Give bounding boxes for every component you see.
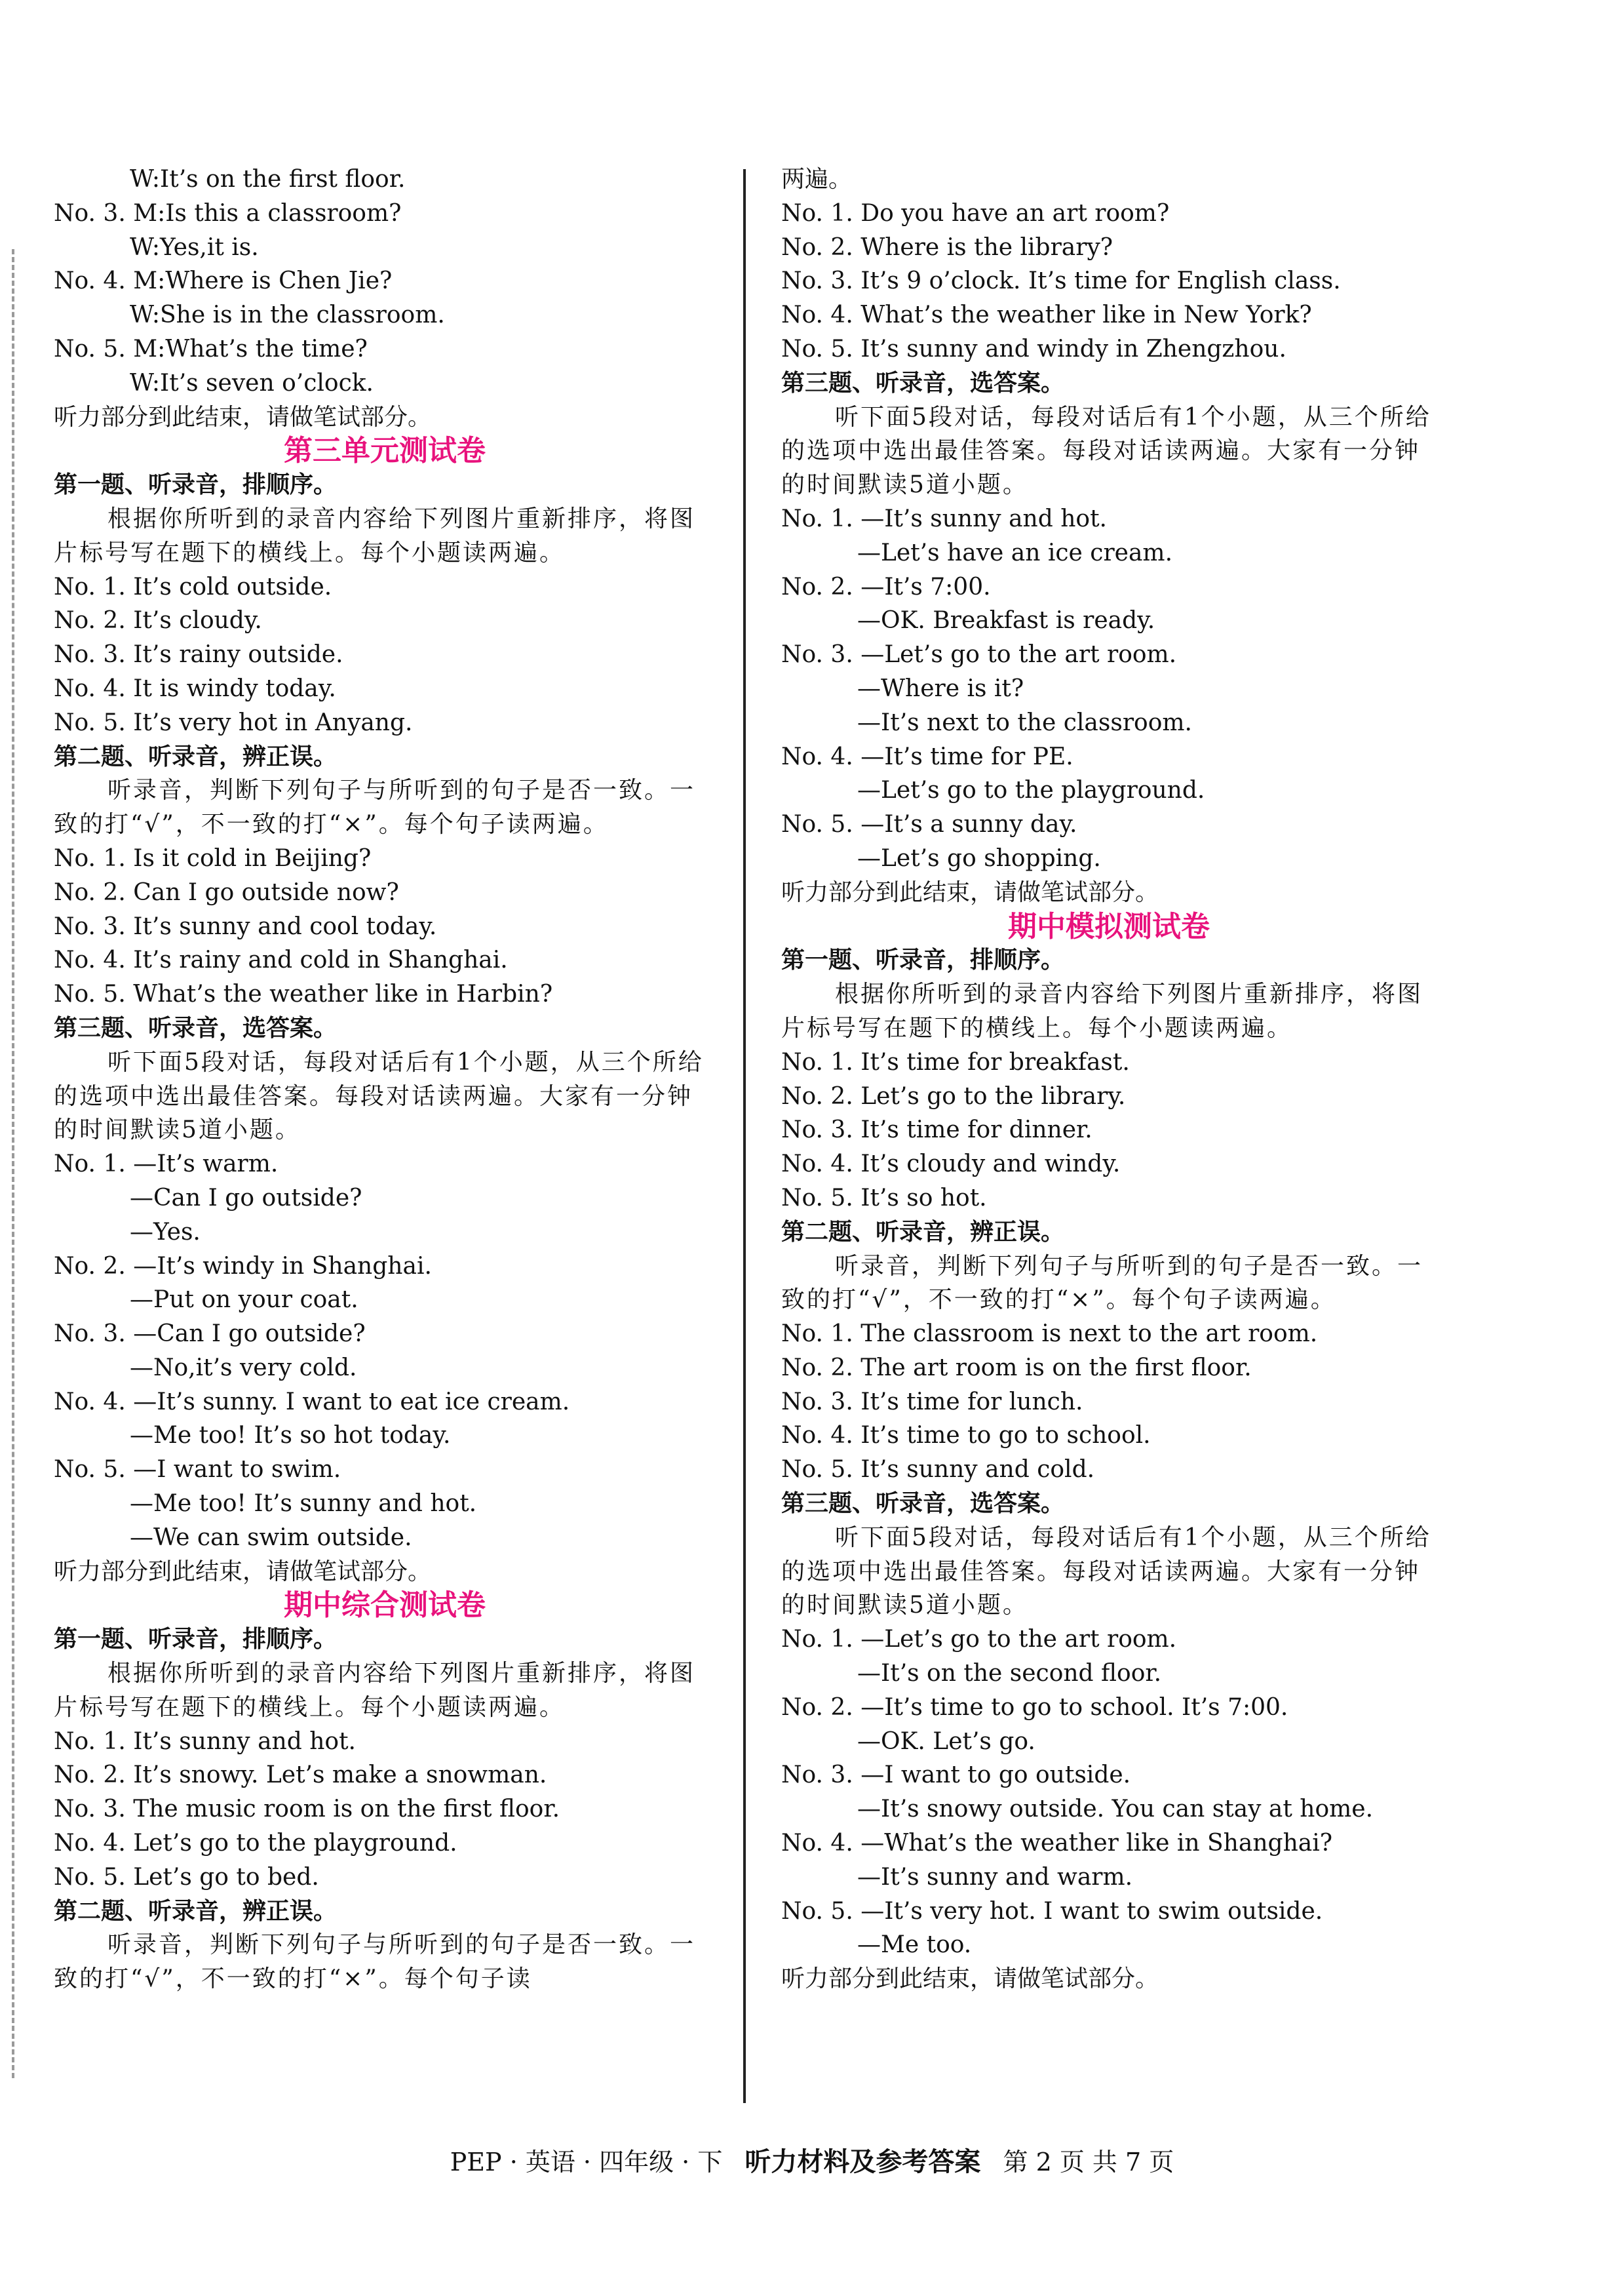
transcript-line: No. 4. Let’s go to the playground.: [54, 1830, 457, 1857]
dialogue-line: —Me too! It’s so hot today.: [130, 1422, 451, 1449]
transcript-line: 听力部分到此结束，请做笔试部分。: [54, 1558, 432, 1585]
transcript-line: No. 5. What’s the weather like in Harbin?: [54, 981, 553, 1008]
test-paper-title: 期中综合测试卷: [284, 1588, 486, 1623]
section-heading: 第二题、听录音，辨正误。: [781, 1218, 1065, 1246]
transcript-line: No. 3. The music room is on the first floor.: [54, 1796, 560, 1823]
instruction-paragraph: 听录音，判断下列句子与所听到的句子是否一致。一致的打“√”，不一致的打“×”。每个句子读两遍。: [781, 1252, 1423, 1314]
transcript-line: No. 4. M:Where is Chen Jie?: [54, 267, 393, 295]
transcript-line: No. 1. —It’s sunny and hot.: [781, 505, 1107, 532]
dialogue-line: —Where is it?: [857, 675, 1024, 702]
transcript-line: No. 1. Do you have an art room?: [781, 199, 1170, 227]
transcript-line: No. 4. —What’s the weather like in Shanghai?: [781, 1830, 1333, 1857]
section-heading: 第一题、听录音，排顺序。: [54, 471, 338, 499]
transcript-line: 听力部分到此结束，请做笔试部分。: [54, 403, 432, 431]
footer-page-number: 第 2 页 共 7 页: [1003, 2148, 1174, 2176]
instruction-paragraph: 根据你所听到的录音内容给下列图片重新排序，将图片标号写在题下的横线上。每个小题读两遍。: [54, 505, 696, 566]
dialogue-line: —Put on your coat.: [130, 1286, 358, 1314]
transcript-line: No. 1. It’s cold outside.: [54, 573, 332, 601]
transcript-line: No. 4. —It’s time for PE.: [781, 743, 1073, 770]
footer-book-info: PEP · 英语 · 四年级 · 下: [450, 2148, 723, 2176]
footer-section-title: 听力材料及参考答案: [744, 2147, 981, 2177]
transcript-line: No. 2. —It’s time to go to school. It’s 7:00.: [781, 1693, 1288, 1721]
instruction-paragraph: 根据你所听到的录音内容给下列图片重新排序，将图片标号写在题下的横线上。每个小题读两遍。: [54, 1660, 696, 1721]
dialogue-line: —It’s sunny and warm.: [857, 1863, 1133, 1891]
transcript-line: No. 5. It’s very hot in Anyang.: [54, 709, 413, 736]
transcript-line: No. 5. It’s sunny and windy in Zhengzhou.: [781, 335, 1286, 363]
transcript-line: No. 2. The art room is on the first floor.: [781, 1354, 1252, 1381]
transcript-line: No. 5. Let’s go to bed.: [54, 1863, 319, 1891]
transcript-line: No. 3. It’s rainy outside.: [54, 641, 343, 669]
transcript-line: 听力部分到此结束，请做笔试部分。: [781, 878, 1159, 906]
right-column: [781, 163, 1437, 1996]
transcript-line: 听力部分到此结束，请做笔试部分。: [781, 1965, 1159, 1993]
dialogue-line: —Let’s go to the playground.: [857, 777, 1205, 804]
transcript-line: No. 3. M:Is this a classroom?: [54, 199, 402, 227]
transcript-line: No. 1. It’s sunny and hot.: [54, 1727, 356, 1755]
column-divider: [743, 169, 746, 2103]
transcript-line: No. 5. —I want to swim.: [54, 1456, 341, 1484]
dialogue-line: W:It’s seven o’clock.: [130, 369, 374, 397]
dialogue-line: —It’s on the second floor.: [857, 1660, 1162, 1687]
transcript-line: No. 4. It’s rainy and cold in Shanghai.: [54, 947, 508, 974]
dialogue-line: W:It’s on the first floor.: [130, 166, 406, 193]
dialogue-line: —We can swim outside.: [130, 1524, 412, 1551]
section-heading: 第三题、听录音，选答案。: [54, 1014, 338, 1042]
transcript-line: No. 5. It’s sunny and cold.: [781, 1456, 1095, 1484]
transcript-line: No. 5. It’s so hot.: [781, 1184, 987, 1211]
transcript-line: No. 4. It’s cloudy and windy.: [781, 1151, 1121, 1178]
transcript-line: No. 5. —It’s a sunny day.: [781, 811, 1077, 838]
transcript-line: No. 2. It’s cloudy.: [54, 607, 262, 635]
page-footer: [0, 2142, 1624, 2182]
transcript-line: No. 3. It’s sunny and cool today.: [54, 913, 437, 940]
transcript-line: No. 3. —Let’s go to the art room.: [781, 641, 1177, 669]
test-paper-title: 期中模拟测试卷: [1008, 909, 1210, 943]
transcript-line: No. 1. Is it cold in Beijing?: [54, 844, 372, 872]
transcript-line: No. 1. The classroom is next to the art room.: [781, 1320, 1318, 1348]
dialogue-line: —Yes.: [130, 1218, 201, 1246]
transcript-line: 两遍。: [781, 166, 853, 193]
instruction-paragraph: 听录音，判断下列句子与所听到的句子是否一致。一致的打“√”，不一致的打“×”。每个句子读: [54, 1931, 696, 1993]
instruction-paragraph: 听下面5段对话，每段对话后有1个小题，从三个所给的选项中选出最佳答案。每段对话读两遍。大家有一分钟的时间默读5道小题。: [54, 1048, 704, 1144]
cut-line: [12, 249, 14, 2078]
dialogue-line: —It’s snowy outside. You can stay at home.: [857, 1796, 1374, 1823]
transcript-line: No. 4. It is windy today.: [54, 675, 336, 702]
dialogue-line: —Me too.: [857, 1931, 972, 1959]
transcript-line: No. 2. It’s snowy. Let’s make a snowman.: [54, 1762, 547, 1789]
dialogue-line: —No,it’s very cold.: [130, 1354, 357, 1381]
transcript-line: No. 2. —It’s 7:00.: [781, 573, 991, 601]
transcript-line: No. 2. —It’s windy in Shanghai.: [54, 1252, 432, 1280]
section-heading: 第一题、听录音，排顺序。: [781, 947, 1065, 974]
dialogue-line: W:She is in the classroom.: [130, 302, 445, 329]
dialogue-line: —Me too! It’s sunny and hot.: [130, 1490, 477, 1518]
transcript-line: No. 4. It’s time to go to school.: [781, 1422, 1151, 1449]
transcript-line: No. 5. —It’s very hot. I want to swim outside.: [781, 1897, 1323, 1925]
section-heading: 第二题、听录音，辨正误。: [54, 743, 338, 770]
dialogue-line: —Let’s go shopping.: [857, 844, 1101, 872]
section-heading: 第一题、听录音，排顺序。: [54, 1626, 338, 1653]
instruction-paragraph: 根据你所听到的录音内容给下列图片重新排序，将图片标号写在题下的横线上。每个小题读两遍。: [781, 981, 1423, 1042]
section-heading: 第三题、听录音，选答案。: [781, 369, 1065, 397]
transcript-line: No. 4. What’s the weather like in New York?: [781, 302, 1312, 329]
left-column: [54, 163, 716, 1996]
transcript-line: No. 1. —It’s warm.: [54, 1151, 279, 1178]
dialogue-line: —OK. Let’s go.: [857, 1727, 1035, 1755]
test-paper-title: 第三单元测试卷: [284, 434, 486, 468]
transcript-line: No. 3. It’s time for dinner.: [781, 1116, 1092, 1144]
transcript-line: No. 3. It’s 9 o’clock. It’s time for English class.: [781, 267, 1341, 295]
transcript-line: No. 2. Where is the library?: [781, 233, 1113, 261]
dialogue-line: —It’s next to the classroom.: [857, 709, 1192, 736]
dialogue-line: —OK. Breakfast is ready.: [857, 607, 1155, 635]
transcript-line: No. 3. It’s time for lunch.: [781, 1388, 1083, 1415]
dialogue-line: W:Yes,it is.: [130, 233, 259, 261]
transcript-line: No. 1. It’s time for breakfast.: [781, 1048, 1130, 1076]
transcript-line: No. 3. —I want to go outside.: [781, 1762, 1131, 1789]
dialogue-line: —Can I go outside?: [130, 1184, 362, 1211]
transcript-line: No. 5. M:What’s the time?: [54, 335, 368, 363]
transcript-line: No. 1. —Let’s go to the art room.: [781, 1626, 1177, 1653]
transcript-line: No. 4. —It’s sunny. I want to eat ice cream.: [54, 1388, 570, 1415]
transcript-line: No. 2. Let’s go to the library.: [781, 1082, 1126, 1110]
instruction-paragraph: 听下面5段对话，每段对话后有1个小题，从三个所给的选项中选出最佳答案。每段对话读两遍。大家有一分钟的时间默读5道小题。: [781, 403, 1431, 499]
transcript-line: No. 3. —Can I go outside?: [54, 1320, 366, 1348]
transcript-line: No. 2. Can I go outside now?: [54, 878, 399, 906]
section-heading: 第二题、听录音，辨正误。: [54, 1897, 338, 1925]
instruction-paragraph: 听录音，判断下列句子与所听到的句子是否一致。一致的打“√”，不一致的打“×”。每个句子读两遍。: [54, 777, 696, 838]
dialogue-line: —Let’s have an ice cream.: [857, 539, 1173, 566]
instruction-paragraph: 听下面5段对话，每段对话后有1个小题，从三个所给的选项中选出最佳答案。每段对话读两遍。大家有一分钟的时间默读5道小题。: [781, 1524, 1431, 1619]
section-heading: 第三题、听录音，选答案。: [781, 1490, 1065, 1518]
